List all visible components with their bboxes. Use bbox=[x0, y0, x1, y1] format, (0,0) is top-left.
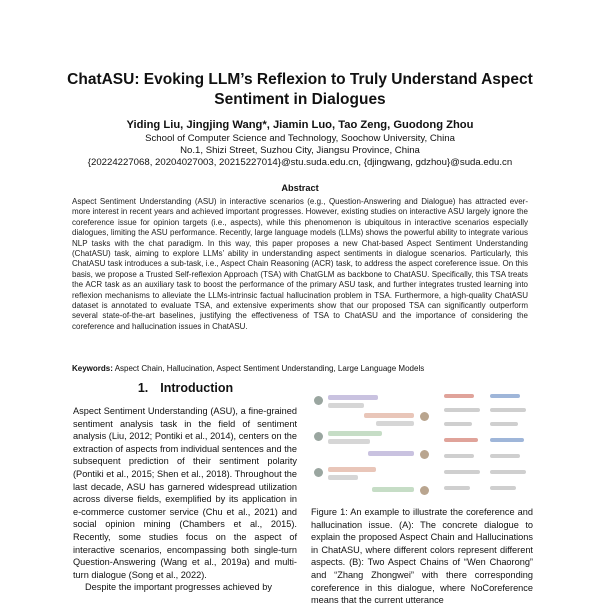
user-avatar-icon bbox=[314, 468, 323, 477]
chain-node bbox=[490, 422, 518, 426]
paper-title bbox=[40, 70, 560, 110]
affiliation-school: School of Computer Science and Technology, Soochow University, China bbox=[145, 133, 455, 144]
figure-panel-dialogue bbox=[312, 386, 432, 502]
dialogue-bubble bbox=[328, 431, 382, 436]
author-emails: {20224227068, 20204027003, 20215227014}@stu.suda.edu.cn, {djingwang, gdzhou}@suda.edu.cn bbox=[87, 157, 513, 168]
paper-title-line2: Sentiment in Dialogues bbox=[214, 91, 386, 108]
intro-paragraph-2: Despite the important progresses achieved by bbox=[85, 582, 272, 593]
dialogue-bubble bbox=[376, 421, 414, 426]
figure-1 bbox=[312, 386, 532, 502]
chain-node bbox=[444, 454, 474, 458]
dialogue-bubble bbox=[328, 403, 364, 408]
bot-avatar-icon bbox=[420, 486, 429, 495]
chain-node bbox=[490, 454, 520, 458]
chain-node bbox=[444, 438, 478, 442]
user-avatar-icon bbox=[314, 432, 323, 441]
chain-node bbox=[490, 394, 520, 398]
section-number: 1. bbox=[137, 381, 149, 395]
authors: Yiding Liu, Jingjing Wang*, Jiamin Luo, Tao Zeng, Guodong Zhou bbox=[126, 119, 474, 131]
dialogue-bubble bbox=[328, 439, 370, 444]
chain-node bbox=[444, 408, 480, 412]
chain-node bbox=[444, 470, 480, 474]
chain-node bbox=[490, 486, 516, 490]
intro-paragraph-1: Aspect Sentiment Understanding (ASU), a fine-grained sentiment analysis task in the field of sentiment analysis (Liu, 2012; Pontiki et al., 2014), centers on the extraction of aspects from individual sentences and the subsequent prediction of their sentiment polarity (Pontiki et al., 2015; Shen et al., 2018). Throughout the last decade, ASU has garnered widespread utilization across diverse fields, exemplified by its application in e-commerce customer service (Chu et al., 2021) and social opinion mining (Chambers et al., 2015). Recently, some studies focus on the aspect of interactive scenarios, encompassing both single-turn Question-Answering (Wang et al., 2019a) and multi-turn dialogue (Song et al., 2022). bbox=[73, 406, 297, 580]
affiliation-address: No.1, Shizi Street, Suzhou City, Jiangsu Province, China bbox=[180, 145, 420, 156]
chain-node bbox=[444, 486, 470, 490]
chain-node bbox=[490, 408, 526, 412]
figure-panel-aspect-chains bbox=[440, 386, 532, 502]
dialogue-bubble bbox=[328, 475, 358, 480]
bot-avatar-icon bbox=[420, 412, 429, 421]
paper-title-line1: ChatASU: Evoking LLM’s Reflexion to Truly Understand Aspect bbox=[67, 71, 533, 88]
dialogue-bubble bbox=[368, 451, 414, 456]
section-title: Introduction bbox=[160, 381, 234, 395]
figure-1-caption: Figure 1: An example to illustrate the coreference and hallucination issue. (A): The concrete dialogue to explain the proposed Aspect Chain and Hallucinations in ChatASU, where different colors represent different aspects. (B): Two Aspect Chains of “Wen Chaorong” and “Zhang Zhongwei” with there corresponding coreference in this dialogue, where NoCoreference means that the current utterance bbox=[311, 507, 533, 606]
dialogue-bubble bbox=[328, 395, 378, 400]
keywords bbox=[72, 364, 528, 374]
dialogue-bubble bbox=[372, 487, 414, 492]
chain-node bbox=[444, 394, 474, 398]
intro-column bbox=[73, 405, 297, 594]
chain-node bbox=[444, 422, 472, 426]
chain-node bbox=[490, 438, 524, 442]
keywords-text: Aspect Chain, Hallucination, Aspect Sentiment Understanding, Large Language Models bbox=[114, 364, 425, 373]
abstract-text: Aspect Sentiment Understanding (ASU) in interactive scenarios (e.g., Question-Answering and Dialogue) has attracted ever-more interest in recent years and achieved important progresses. However, existing studies on interactive ASU largely ignore the coreference issue for opinion targets (i.e., aspects), while this phenomenon is ubiquitous in interactive scenarios especially dialogues, limiting the ASU performance. Recently, large language models (LLMs) shows the powerful ability to integrate various NLP tasks with the chat paradigm. In this way, this paper proposes a new Chat-based Aspect Sentiment Understanding (ChatASU) task, aiming to explore LLMs’ ability in understanding aspect sentiments in dialogue scenarios. Particularly, this ChatASU task introduces a sub-task, i.e., Aspect Chain Reasoning (ACR) task, to address the aspect coreference issue. On this basis, we propose a Trusted Self-reflexion Approach (TSA) with ChatGLM as backbone to ChatASU. Specifically, this TSA treats the ACR task as an auxiliary task to boost the performance of the primary ASU task, and further integrates trusted learning into reflexion mechanisms to alleviate the LLMs-intrinsic factual hallucination problem in TSA. Furthermore, a high-quality ChatASU dataset is annotated to evaluate TSA, and extensive experiments show that our proposed TSA can significantly outperform several state-of-the-art baselines, justifying the effectiveness of TSA to ChatASU and the importance of considering the coreference and hallucination issues in ChatASU. bbox=[72, 197, 528, 331]
chain-node bbox=[490, 470, 526, 474]
abstract-heading: Abstract bbox=[281, 183, 319, 193]
keywords-label: Keywords: bbox=[72, 364, 113, 373]
section-heading bbox=[73, 381, 298, 395]
dialogue-bubble bbox=[328, 467, 376, 472]
bot-avatar-icon bbox=[420, 450, 429, 459]
dialogue-bubble bbox=[364, 413, 414, 418]
user-avatar-icon bbox=[314, 396, 323, 405]
